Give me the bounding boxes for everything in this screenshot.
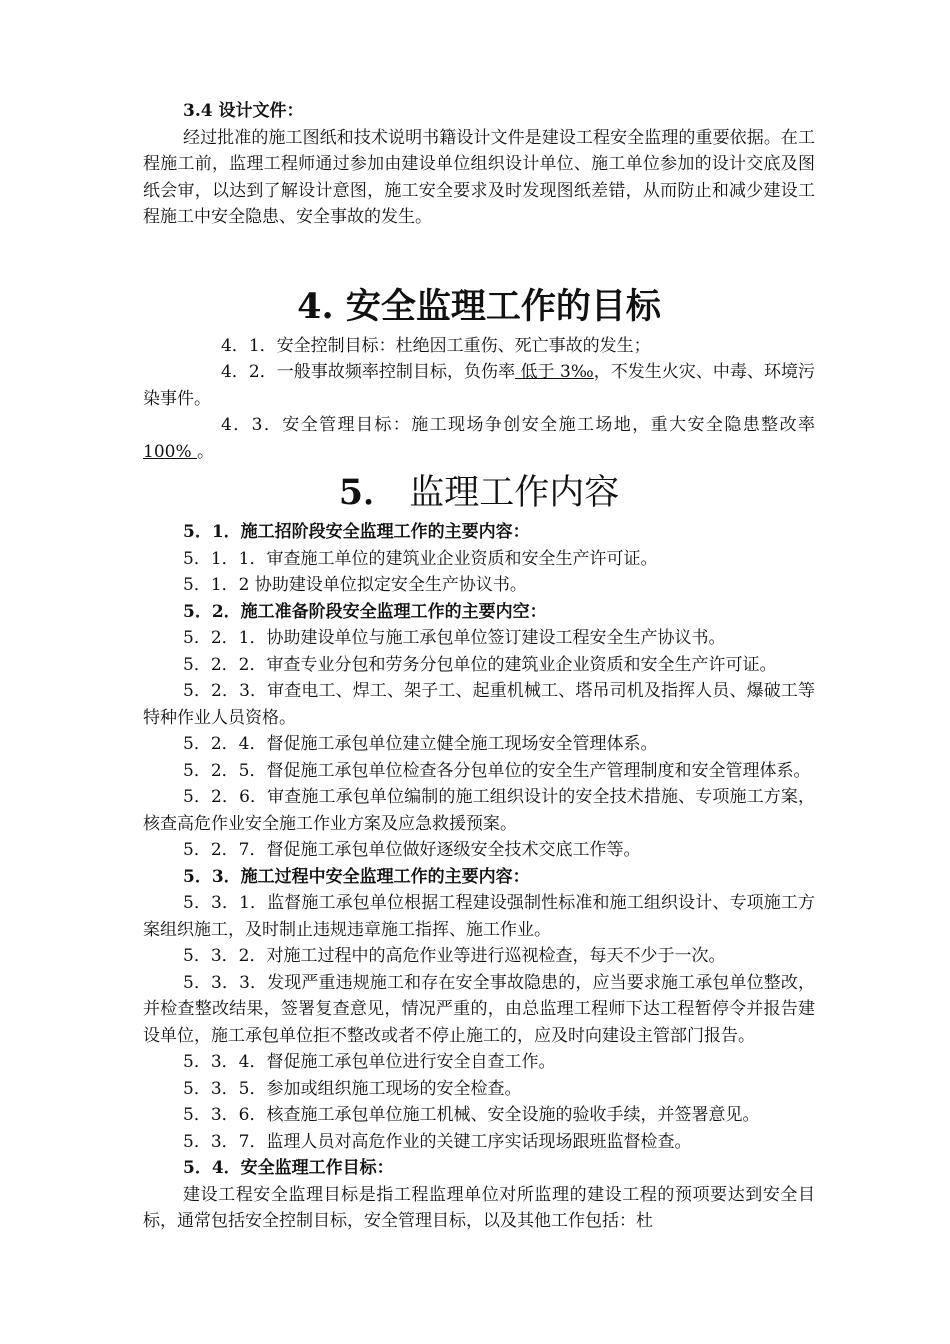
section-4-item-1: 4．1．安全控制目标：杜绝因工重伤、死亡事故的发生；	[221, 335, 651, 356]
section-5-2-1: 5．2．1．协助建设单位与施工承包单位签订建设工程安全生产协议书。	[183, 628, 726, 648]
section-5-3-2: 5．3．2．对施工过程中的高危作业等进行巡视检查，每天不少于一次。	[183, 946, 726, 966]
section-4-item-3	[143, 412, 815, 465]
section-5-2-3: 5．2．3．审查电工、焊工、架子工、起重机械工、塔吊司机及指挥人员、爆破工等特种作业人员资格。	[143, 681, 815, 728]
section-5-title	[143, 471, 815, 515]
section-5-2-7: 5．2．7．督促施工承包单位做好逐级安全技术交底工作等。	[183, 840, 641, 860]
item-2-text-after: ，不发生火灾、中毒、环境污染事件。	[143, 362, 815, 409]
document-body	[143, 98, 815, 1235]
section-5-title-text: 监理工作内容	[409, 473, 620, 513]
section-5-2-heading: 5．2．施工准备阶段安全监理工作的主要内空：	[183, 601, 547, 622]
section-4-title: 4. 安全监理工作的目标	[297, 285, 661, 327]
rectification-rate-value: 100%	[143, 441, 198, 462]
section-5-1-2: 5．1．2 协助建设单位拟定安全生产协议书。	[183, 575, 527, 595]
section-5-1-heading: 5．1．施工招阶段安全监理工作的主要内容：	[183, 522, 530, 542]
section-5-2-5: 5．2．5．督促施工承包单位检查各分包单位的安全生产管理制度和安全管理体系。	[183, 760, 811, 781]
item-3-text-before: 4．3．安全管理目标：施工现场争创安全施工场地，重大安全隐患整改率	[221, 415, 815, 435]
injury-rate-value: 低于 3‰	[515, 362, 594, 382]
section-5-3-6: 5．3．6．核查施工承包单位施工机械、安全设施的验收手续，并签署意见。	[183, 1105, 760, 1125]
item-3-text-after: 。	[197, 441, 215, 462]
item-2-text-before: 4．2．一般事故频率控制目标，负伤率	[221, 362, 516, 382]
section-5-3-5: 5．3．5．参加或组织施工现场的安全检查。	[183, 1078, 522, 1099]
section-5-3-3: 5．3．3．发现严重违规施工和存在安全事故隐患的，应当要求施工承包单位整改，并检查整改结果，签署复查意见，情况严重的，由总监理工程师下达工程暂停令并报告建设单位，施工承包单位拒不整改或者不停止施工的，应及时向建设主管部门报告。	[143, 972, 815, 1046]
section-4-item-2	[143, 359, 815, 412]
section-3-4-heading: 3.4 设计文件：	[183, 101, 304, 121]
section-5-2-6: 5．2．6．审查施工承包单位编制的施工组织设计的安全技术措施、专项施工方案，核查高危作业安全施工作业方案及应急救援预案。	[143, 787, 815, 834]
section-5-3-heading: 5．3．施工过程中安全监理工作的主要内容：	[183, 866, 530, 887]
section-5-4-heading: 5．4．安全监理工作目标：	[183, 1158, 394, 1178]
section-5-number: 5．	[338, 472, 399, 513]
section-5-3-4: 5．3．4．督促施工承包单位进行安全自查工作。	[183, 1052, 556, 1072]
section-5-3-1: 5．3．1．监督施工承包单位根据工程建设强制性标准和施工组织设计、专项施工方案组织施工，及时制止违规违章施工指挥、施工作业。	[143, 893, 815, 940]
section-5-1-1: 5．1．1．审查施工单位的建筑业企业资质和安全生产许可证。	[183, 548, 658, 569]
section-5-2-4: 5．2．4．督促施工承包单位建立健全施工现场安全管理体系。	[183, 734, 658, 754]
section-3-4-paragraph: 经过批准的施工图纸和技术说明书籍设计文件是建设工程安全监理的重要依据。在工程施工前，监理工程师通过参加由建设单位组织设计单位、施工单位参加的设计交底及图纸会审，以达到了解设计意图，施工安全要求及时发现图纸差错，从而防止和减少建设工程施工中安全隐患、安全事故的发生。	[143, 127, 815, 227]
section-5-2-2: 5．2．2．审查专业分包和劳务分包单位的建筑业企业资质和安全生产许可证。	[183, 654, 777, 675]
section-5-4-paragraph: 建设工程安全监理目标是指工程监理单位对所监理的建设工程的预项要达到安全目标，通常包括安全控制目标，安全管理目标，以及其他工作包括：杜	[143, 1184, 815, 1231]
section-5-3-7: 5．3．7．监理人员对高危作业的关键工序实话现场跟班监督检查。	[183, 1131, 692, 1152]
